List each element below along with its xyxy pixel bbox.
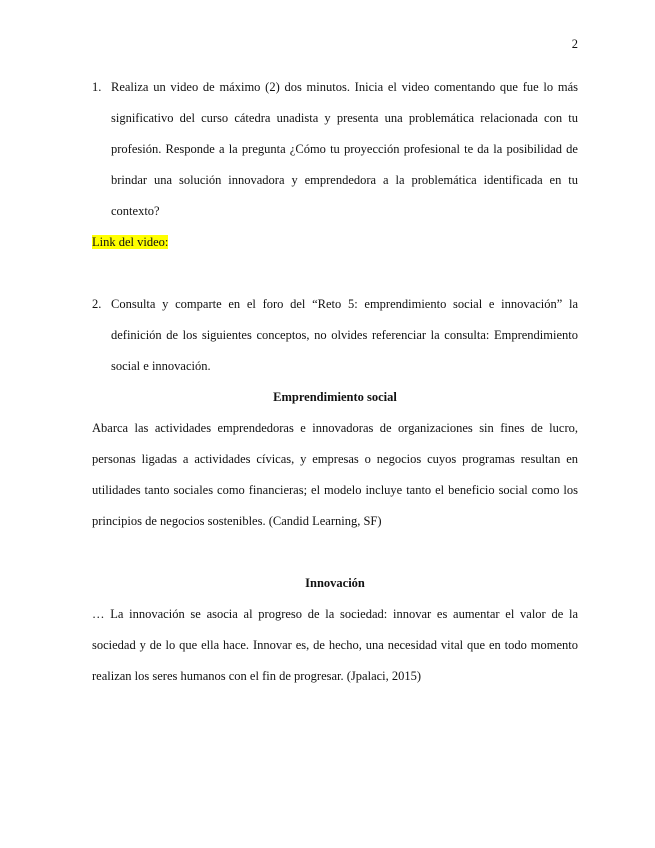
paragraph-innovacion: … La innovación se asocia al progreso de la sociedad: innovar es aumentar el valor de la sociedad y de lo que ella hace. Innovar es, de hecho, una necesidad vital que en todo momento realizan los seres humanos con el fin de progresar. (Jpalaci, 2015) (92, 607, 578, 683)
list-item-2-text: Consulta y comparte en el foro del “Reto 5: emprendimiento social e innovación” la definición de los siguientes conceptos, no olvides referenciar la consulta: Emprendimiento social e innovación. (111, 297, 578, 373)
heading-emprendimiento-social: Emprendimiento social (273, 390, 397, 404)
list-item-1 (92, 72, 578, 227)
video-link-line (92, 227, 578, 258)
list-item-1-number: 1. (92, 80, 102, 94)
page-number: 2 (571, 37, 578, 51)
spacer (92, 258, 578, 289)
spacer (92, 537, 578, 568)
heading-innovacion: Innovación (305, 576, 365, 590)
paragraph-emprendimiento-social: Abarca las actividades emprendedoras e innovadoras de organizaciones sin fines de lucro, personas ligadas a actividades cívicas, y empresas o negocios cuyos programas resultan en utilidades tanto sociales como financieras; el modelo incluye tanto el beneficio social como los principios de negocios sostenibles. (Candid Learning, SF) (92, 421, 578, 528)
video-link-label[interactable]: Link del video: (92, 235, 169, 249)
list-item-2-number: 2. (92, 297, 102, 311)
document-body (92, 72, 578, 692)
list-item-1-text: Realiza un video de máximo (2) dos minutos. Inicia el video comentando que fue lo más significativo del curso cátedra unadista y presenta una problemática relacionada con tu profesión. Responde a la pregunta ¿Cómo tu proyección profesional te da la posibilidad de brindar una solución innovadora y emprendedora a la problemática identificada en tu contexto? (111, 80, 578, 218)
list-item-2 (92, 289, 578, 382)
